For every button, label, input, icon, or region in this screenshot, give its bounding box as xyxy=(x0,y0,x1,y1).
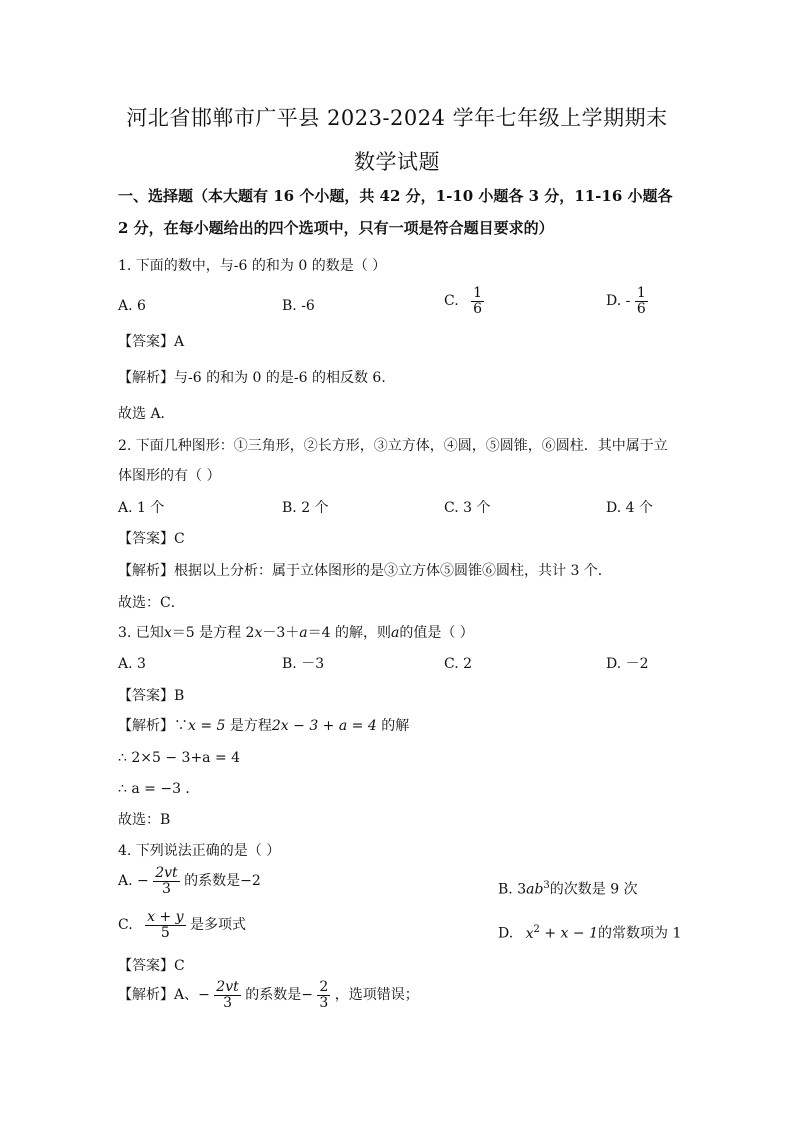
q4-option-b-exponent: 3 xyxy=(543,880,550,891)
fraction-numerator: x + y xyxy=(147,909,184,925)
q3-conclusion: 故选：B xyxy=(118,812,171,828)
q2-analysis: 【解析】根据以上分析：属于立体图形的是③立方体⑤圆锥⑥圆柱，共计 3 个． xyxy=(118,563,612,579)
fraction-numerator: 1 xyxy=(473,285,483,301)
variable-a: a xyxy=(390,625,400,641)
q4-option-b-suffix: 的次数是 9 次 xyxy=(549,881,638,898)
q3-analysis xyxy=(118,716,409,736)
q1-option-d-fraction xyxy=(635,286,648,316)
q3-option-a: A. 3 xyxy=(118,656,146,672)
q4-option-d-exponent: 2 xyxy=(533,924,540,935)
q2-option-b: B. 2 个 xyxy=(282,500,329,516)
q4-option-b-math: ab xyxy=(526,881,544,898)
variable-x: x xyxy=(254,625,263,641)
q4-option-d xyxy=(498,920,681,944)
q2-option-d: D. 4 个 xyxy=(606,500,653,516)
document-title-line1: 河北省邯郸市广平县 2023-2024 学年七年级上学期期末 xyxy=(126,106,668,130)
q4-option-c-prefix: C. xyxy=(118,917,133,934)
q2-stem-line2: 体图形的有（ ） xyxy=(118,468,221,484)
variable-x: x xyxy=(163,625,172,641)
q1-option-b: B. -6 xyxy=(282,298,315,314)
q3-stem-part: 3. 已知 xyxy=(118,625,164,641)
q4-option-c-suffix: 是多项式 xyxy=(190,917,247,934)
q4-analysis-fraction2 xyxy=(317,980,330,1010)
q4-option-d-suffix: 的常数项为 1 xyxy=(598,925,682,942)
q3-stem-part: －3＋ xyxy=(262,625,300,641)
q4-answer: 【答案】C xyxy=(118,958,185,974)
q4-option-a-suffix: 的系数是−2 xyxy=(184,873,261,890)
q4-analysis-fraction1 xyxy=(214,980,240,1010)
q4-analysis-suffix: ，选项错误； xyxy=(334,987,419,1004)
q3-option-c: C. 2 xyxy=(444,656,473,672)
q3-analysis-suffix: 的解 xyxy=(376,718,410,734)
q1-option-d-prefix: D. - xyxy=(606,293,631,310)
q4-analysis xyxy=(118,980,419,1010)
section-heading-line2: 2 分，在每小题给出的四个选项中，只有一项是符合题目要求的） xyxy=(118,219,554,237)
q1-option-d xyxy=(606,286,648,316)
q3-option-d: D. －2 xyxy=(606,656,649,672)
q1-conclusion: 故选 A． xyxy=(118,406,175,422)
q3-stem xyxy=(118,623,474,643)
q4-option-b xyxy=(498,876,638,900)
q2-option-c: C. 3 个 xyxy=(444,500,491,516)
document-title-line2: 数学试题 xyxy=(354,150,440,174)
variable-a: a xyxy=(299,625,308,641)
fraction-numerator: 2vt xyxy=(155,865,178,881)
q1-analysis: 【解析】与-6 的和为 0 的是-6 的相反数 6． xyxy=(118,370,396,386)
q4-option-c-fraction xyxy=(145,910,185,940)
fraction-denominator: 6 xyxy=(636,300,646,317)
q4-option-d-math: x xyxy=(525,925,534,942)
q4-option-a xyxy=(118,866,261,896)
q3-stem-part: 的值是（ ） xyxy=(399,625,474,641)
q4-option-c xyxy=(118,910,246,940)
q2-stem-line1: 2. 下面几种图形：①三角形，②长方形，③立方体，④圆，⑤圆锥，⑥圆柱．其中属于立 xyxy=(118,438,668,454)
q1-answer: 【答案】A xyxy=(118,334,185,350)
q3-analysis-math: x = 5 xyxy=(188,718,226,734)
fraction-denominator: 5 xyxy=(160,924,170,941)
q3-analysis-equation: 2x − 3 + a = 4 xyxy=(271,718,377,734)
fraction-numerator: 2 xyxy=(319,979,329,995)
q3-option-b: B. －3 xyxy=(282,656,325,672)
q3-stem-part: ＝5 是方程 2 xyxy=(171,625,255,641)
q1-stem: 1. 下面的数中，与-6 的和为 0 的数是（ ） xyxy=(118,258,387,274)
q3-analysis-mid: 是方程 xyxy=(225,718,272,734)
section-heading-line1: 一、选择题（本大题有 16 个小题，共 42 分，1-10 小题各 3 分，11-16 小题各 xyxy=(118,187,673,205)
fraction-denominator: 3 xyxy=(223,994,232,1011)
q1-option-c-fraction xyxy=(471,286,484,316)
q1-option-c-prefix: C. xyxy=(444,293,459,310)
fraction-denominator: 6 xyxy=(473,300,483,317)
q2-option-a: A. 1 个 xyxy=(118,500,165,516)
q4-option-b-prefix: B. 3 xyxy=(498,881,527,898)
q4-option-a-prefix: A. − xyxy=(118,873,149,890)
fraction-numerator: 1 xyxy=(636,285,646,301)
q2-answer: 【答案】C xyxy=(118,531,185,547)
q3-answer: 【答案】B xyxy=(118,688,185,704)
q4-option-d-prefix: D. xyxy=(498,925,514,942)
q3-step2: ∴ a = −3 ． xyxy=(118,781,200,797)
q4-option-d-rest: + x − 1 xyxy=(539,925,598,942)
fraction-denominator: 3 xyxy=(161,880,171,897)
q1-option-c xyxy=(444,286,484,316)
q4-analysis-mid: 的系数是− xyxy=(245,987,313,1004)
fraction-numerator: 2vt xyxy=(216,979,239,995)
fraction-denominator: 3 xyxy=(319,994,329,1011)
q1-option-a: A. 6 xyxy=(118,298,146,314)
q3-step1: ∴ 2×5 − 3+a = 4 xyxy=(118,750,241,766)
q4-analysis-prefix: 【解析】A、− xyxy=(118,987,210,1004)
q3-stem-part: ＝4 的解，则 xyxy=(307,625,391,641)
q4-option-a-fraction xyxy=(153,866,179,896)
q3-analysis-prefix: 【解析】∵ xyxy=(118,718,188,734)
q2-conclusion: 故选：C． xyxy=(118,595,185,611)
q4-stem: 4. 下列说法正确的是（ ） xyxy=(118,843,281,859)
